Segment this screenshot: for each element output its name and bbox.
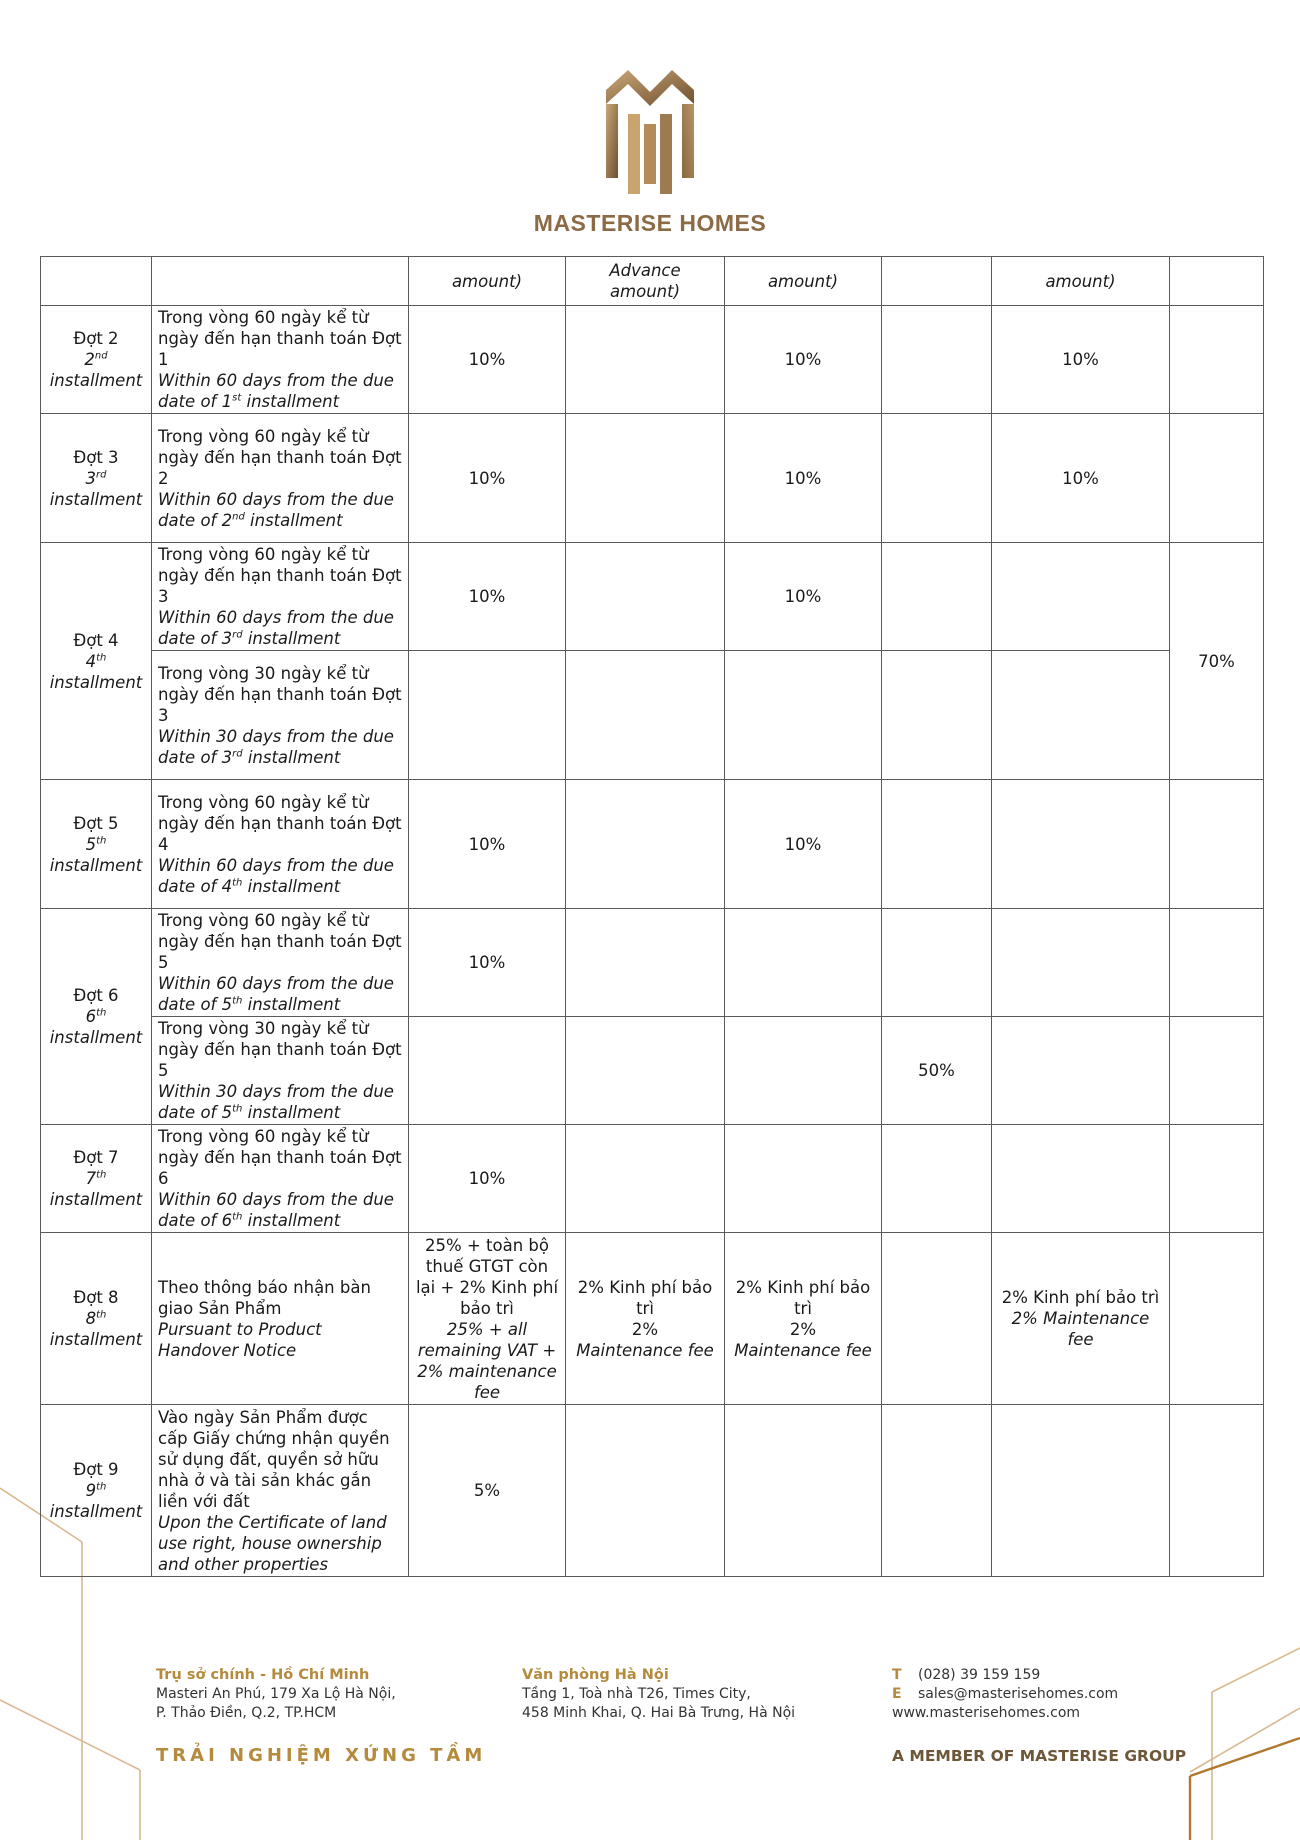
amount-cell: 10%	[992, 414, 1170, 543]
amount-cell: 10%	[409, 780, 566, 909]
amount-cell: 10%	[409, 909, 566, 1017]
due-description-cell: Trong vòng 60 ngày kể từ ngày đến hạn thanh toán Đợt 1 Within 60 days from the due date of 1st installment	[152, 306, 409, 414]
footer-hcm-office: Trụ sở chính - Hồ Chí Minh Masteri An Phú, 179 Xa Lộ Hà Nội, P. Thảo Điền, Q.2, TP.HCM	[156, 1667, 396, 1721]
amount-cell: 2% Kinh phí bảo trì 2% Maintenance fee	[992, 1233, 1170, 1405]
amount-cell: 10%	[725, 780, 882, 909]
amount-cell: 10%	[409, 414, 566, 543]
table-row	[41, 306, 1264, 414]
due-description-cell: Theo thông báo nhận bàn giao Sản Phẩm Pursuant to Product Handover Notice	[152, 1233, 409, 1405]
header-cell: amount)	[725, 257, 882, 306]
amount-cell: 10%	[409, 306, 566, 414]
due-description-cell: Trong vòng 60 ngày kể từ ngày đến hạn thanh toán Đợt 3 Within 60 days from the due date of 3rd installment	[152, 543, 409, 651]
table-row	[41, 780, 1264, 909]
amount-cell: 25% + toàn bộ thuế GTGT còn lại + 2% Kinh phí bảo trì 25% + all remaining VAT + 2% maintenance fee	[409, 1233, 566, 1405]
footer-hanoi-office: Văn phòng Hà Nội Tầng 1, Toà nhà T26, Times City, 458 Minh Khai, Q. Hai Bà Trưng, Hà Nội	[522, 1667, 796, 1721]
website-link[interactable]: www.masterisehomes.com	[892, 1705, 1081, 1721]
installment-cell: Đợt 8 8th installment	[41, 1233, 152, 1405]
installment-cell: Đợt 3 3rd installment	[41, 414, 152, 543]
amount-cell: 70%	[1170, 543, 1264, 780]
footer-contact	[892, 1666, 1118, 1723]
brand-logo	[520, 68, 780, 237]
due-description-cell: Trong vòng 30 ngày kể từ ngày đến hạn thanh toán Đợt 5 Within 30 days from the due date of 5th installment	[152, 1017, 409, 1125]
amount-cell: 2% Kinh phí bảo trì 2% Maintenance fee	[566, 1233, 725, 1405]
table-row	[41, 909, 1264, 1017]
due-description-cell: Trong vòng 60 ngày kể từ ngày đến hạn thanh toán Đợt 5 Within 60 days from the due date of 5th installment	[152, 909, 409, 1017]
brand-name: MASTERISE HOMES	[533, 210, 767, 236]
amount-cell: 5%	[409, 1405, 566, 1577]
amount-cell: 10%	[409, 1125, 566, 1233]
amount-cell: 50%	[882, 1017, 992, 1125]
installment-cell: Đợt 2 2nd installment	[41, 306, 152, 414]
table-row	[41, 1405, 1264, 1577]
due-description-cell: Trong vòng 30 ngày kể từ ngày đến hạn thanh toán Đợt 3 Within 30 days from the due date of 3rd installment	[152, 651, 409, 780]
amount-cell: 10%	[409, 543, 566, 651]
amount-cell: 10%	[725, 306, 882, 414]
group-membership: A MEMBER OF MASTERISE GROUP	[892, 1747, 1187, 1765]
installment-cell: Đợt 9 9th installment	[41, 1405, 152, 1577]
installment-cell: Đợt 7 7th installment	[41, 1125, 152, 1233]
page-footer	[0, 1658, 1300, 1818]
amount-cell: 10%	[725, 414, 882, 543]
installment-cell: Đợt 5 5th installment	[41, 780, 152, 909]
header-cell: amount)	[992, 257, 1170, 306]
payment-schedule-table	[40, 256, 1264, 1577]
due-description-cell: Vào ngày Sản Phẩm được cấp Giấy chứng nhận quyền sử dụng đất, quyền sở hữu nhà ở và tài sản khác gắn liền với đất Upon the Certificate of land use right, house ownership and other properties	[152, 1405, 409, 1577]
table-row	[41, 414, 1264, 543]
table-row	[41, 651, 1264, 780]
installment-cell: Đợt 6 6th installment	[41, 909, 152, 1125]
amount-cell: 10%	[992, 306, 1170, 414]
phone-line: T (028) 39 159 159	[892, 1667, 1041, 1683]
header-cell: amount)	[409, 257, 566, 306]
slogan: TRẢI NGHIỆM XỨNG TẦM	[156, 1745, 487, 1766]
amount-cell: 2% Kinh phí bảo trì 2% Maintenance fee	[725, 1233, 882, 1405]
table-row	[41, 1017, 1264, 1125]
due-description-cell: Trong vòng 60 ngày kể từ ngày đến hạn thanh toán Đợt 6 Within 60 days from the due date of 6th installment	[152, 1125, 409, 1233]
due-description-cell: Trong vòng 60 ngày kể từ ngày đến hạn thanh toán Đợt 2 Within 60 days from the due date of 2nd installment	[152, 414, 409, 543]
table-header-row	[41, 257, 1264, 306]
amount-cell: 10%	[725, 543, 882, 651]
table-row	[41, 1125, 1264, 1233]
installment-cell: Đợt 4 4th installment	[41, 543, 152, 780]
email-link[interactable]: E sales@masterisehomes.com	[892, 1686, 1119, 1702]
header-cell: Advance amount)	[566, 257, 725, 306]
mh-monogram-icon	[604, 68, 696, 196]
table-row	[41, 543, 1264, 651]
due-description-cell: Trong vòng 60 ngày kể từ ngày đến hạn thanh toán Đợt 4 Within 60 days from the due date of 4th installment	[152, 780, 409, 909]
table-row	[41, 1233, 1264, 1405]
